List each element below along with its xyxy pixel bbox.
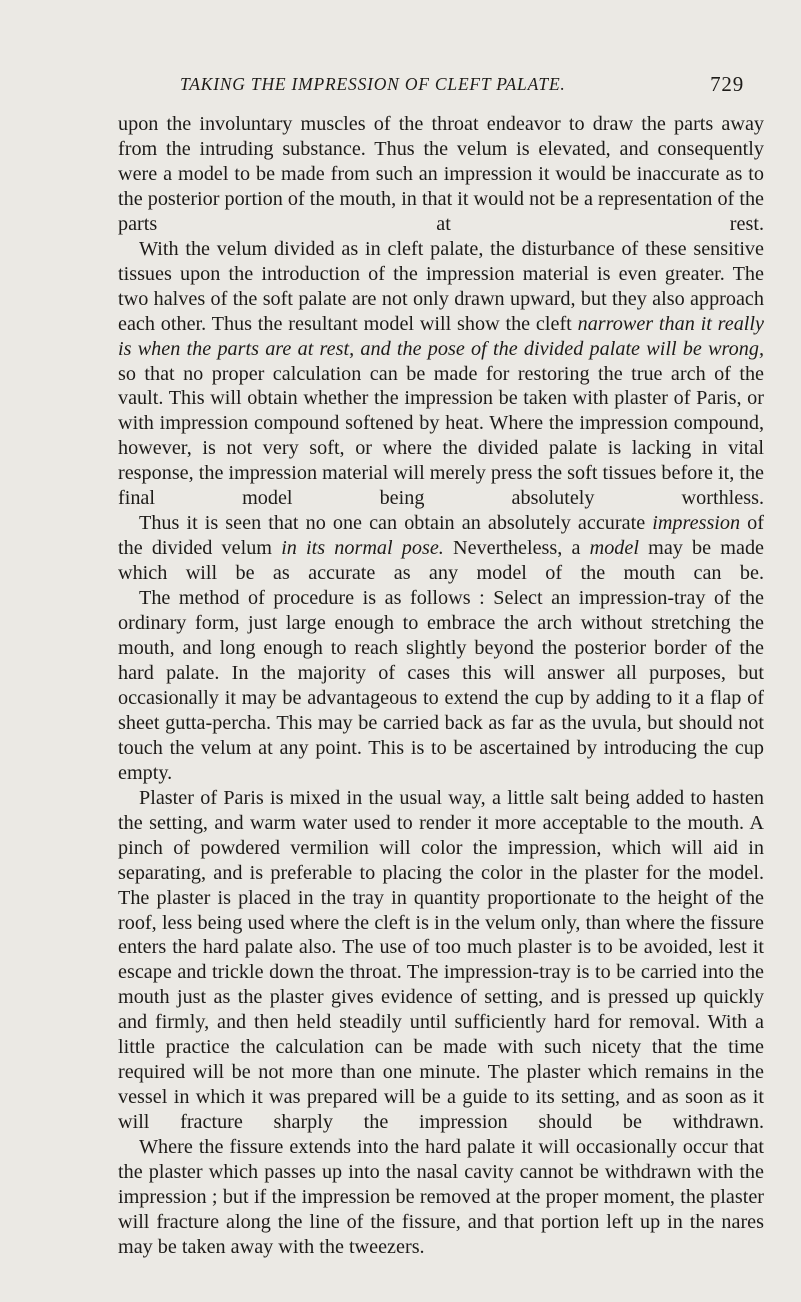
text-run: Nevertheless, a — [443, 537, 590, 560]
paragraph — [118, 786, 764, 1135]
text-run: of the divided velum — [118, 512, 764, 560]
text-run: may be made which will be as accurate as any model of the mouth can be. — [118, 537, 764, 585]
running-title: TAKING THE IMPRESSION OF CLEFT PALATE. — [180, 74, 566, 94]
italic-text: narrower than it really is when the parts are at rest, and the pose of the divided palate will be wrong, — [118, 312, 764, 360]
paragraph — [118, 112, 764, 237]
text-run: Plaster of Paris is mixed in the usual way, a little salt being added to hasten the setting, and warm water used to render it more acceptable to the mouth. A pinch of powdered vermilion will color the impression, which will aid in separating, and is preferable to placing the color in the plaster for the model. The plaster is placed in the tray in quantity proportionate to the height of the roof, less being used where the cleft is in the velum only, than where the fissure enters the hard palate also. The use of too much plaster is to be avoided, lest it escape and trickle down the throat. The impression-tray is to be carried into the mouth just as the plaster gives evidence of setting, and is pressed up quickly and firmly, and then held steadily until sufficiently hard for removal. With a little practice the calculation can be made with such nicety that the time required will be not more than one minute. The plaster which remains in the vessel in which it was prepared will be a guide to its setting, and as soon as it will fracture sharply the impression should be withdrawn. — [118, 786, 764, 1134]
text-run: so that no proper calculation can be made for restoring the true arch of the vault. This will obtain whether the impression be taken with plaster of Paris, or with impression compound softened by heat. Where the impression compound, however, is not very soft, or where the divided palate is lacking in vital response, the impression material will merely press the soft tissues before it, the final model being absolutely worthless. — [118, 362, 764, 510]
body-text — [118, 112, 764, 1260]
paragraph — [118, 237, 764, 511]
page-number: 729 — [710, 72, 744, 96]
text-run: upon the involuntary muscles of the throat endeavor to draw the parts away from the intruding substance. Thus the velum is elevated, and consequently were a model to be made from such an impression it would be inaccurate as to the posterior portion of the mouth, in that it would not be a representation of the parts at rest. — [118, 113, 764, 235]
paragraph — [118, 586, 764, 786]
paragraph — [118, 1135, 764, 1260]
italic-text: impression — [652, 512, 741, 535]
text-run: Thus it is seen that no one can obtain an absolutely accurate — [139, 512, 653, 535]
paragraph — [118, 511, 764, 586]
running-head — [118, 74, 778, 100]
text-run: The method of procedure is as follows : Select an impression-tray of the ordinary form, just large enough to embrace the arch without stretching the mouth, and long enough to reach slightly beyond the posterior border of the hard palate. In the majority of cases this will answer all purposes, but occasionally it may be advantageous to extend the cup by adding to it a flap of sheet gutta-percha. This may be carried back as far as the uvula, but should not touch the velum at any point. This is to be ascertained by introducing the cup empty. — [118, 587, 764, 784]
italic-text: in its normal pose. — [281, 537, 444, 560]
text-run: Where the fissure extends into the hard palate it will occasionally occur that the plaster which passes up into the nasal cavity cannot be withdrawn with the impression ; but if the impression be removed at the proper moment, the plaster will fracture along the line of the fissure, and that portion left up in the nares may be taken away with the tweezers. — [118, 1136, 764, 1258]
italic-text: model — [589, 537, 639, 560]
text-run: With the velum divided as in cleft palate, the disturbance of these sensitive tissues upon the introduction of the impression material is even greater. The two halves of the soft palate are not only drawn upward, but they also approach each other. Thus the resultant model will show the cleft — [118, 237, 764, 335]
